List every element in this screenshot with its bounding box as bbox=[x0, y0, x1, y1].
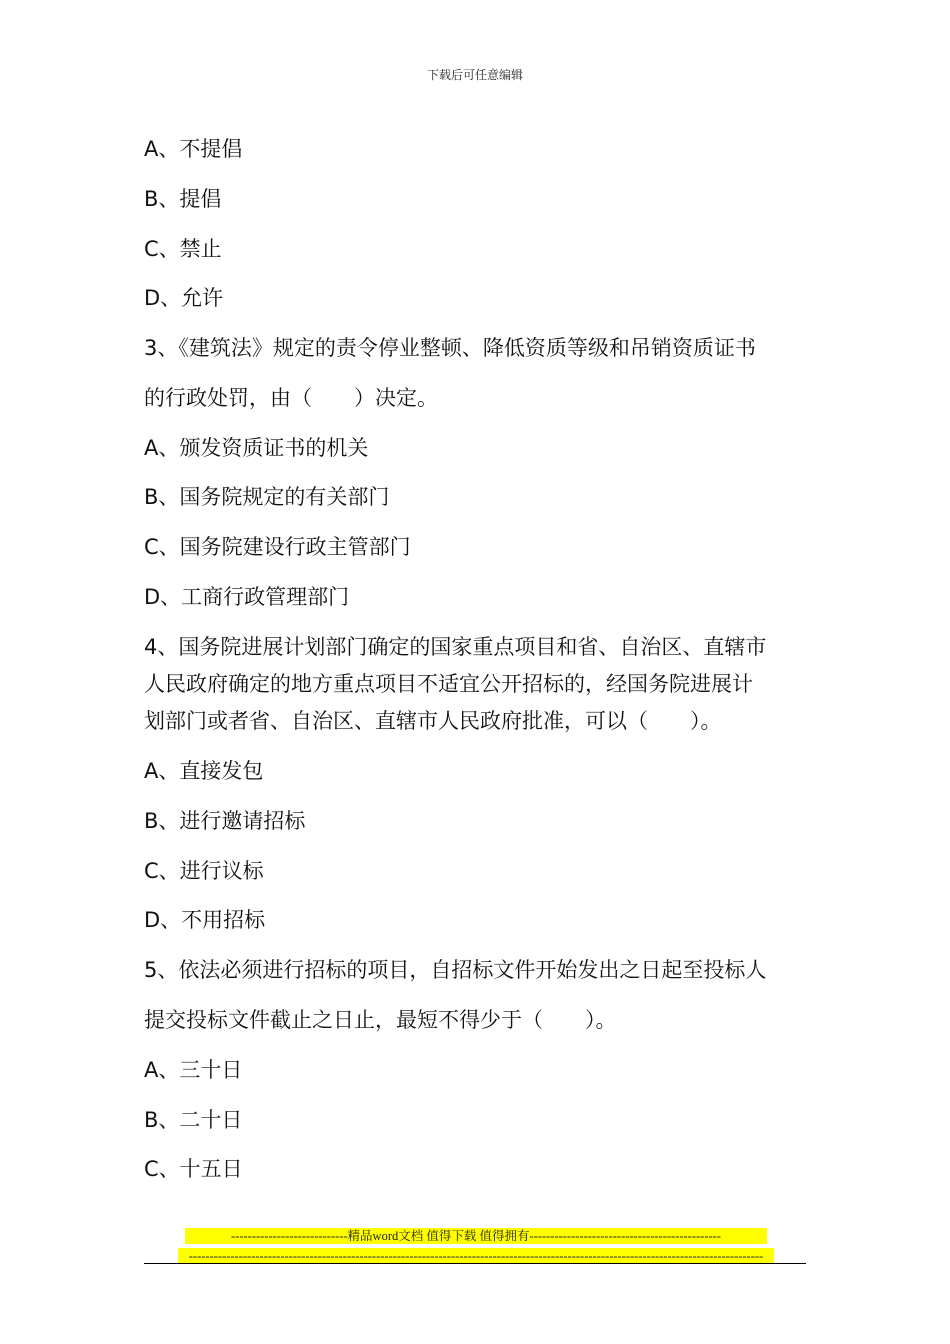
option-b-q4: B、进行邀请招标 bbox=[144, 809, 306, 833]
option-d-q3: D、工商行政管理部门 bbox=[144, 585, 350, 609]
option-a-q2: A、不提倡 bbox=[144, 137, 243, 161]
option-d-q4: D、不用招标 bbox=[144, 908, 266, 932]
option-c-q5: C、十五日 bbox=[144, 1157, 243, 1181]
page-footer bbox=[178, 1228, 774, 1268]
question-3-line-1: 3、《建筑法》规定的责令停业整顿、降低资质等级和吊销资质证书 bbox=[144, 336, 756, 360]
option-a-q3: A、颁发资质证书的机关 bbox=[144, 436, 369, 460]
page-header: 下载后可任意编辑 bbox=[426, 68, 523, 82]
question-3-line-2: 的行政处罚，由（ ）决定。 bbox=[144, 386, 438, 410]
option-a-q4: A、直接发包 bbox=[144, 759, 264, 783]
option-b-q2: B、提倡 bbox=[144, 187, 222, 211]
option-a-q5: A、三十日 bbox=[144, 1058, 243, 1082]
option-b-q3: B、国务院规定的有关部门 bbox=[144, 485, 390, 509]
question-4-line-3: 划部门或者省、自治区、直辖市人民政府批准，可以（ ）。 bbox=[144, 709, 722, 733]
option-c-q2: C、禁止 bbox=[144, 237, 222, 261]
question-4-line-2: 人民政府确定的地方重点项目不适宜公开招标的，经国务院进展计 bbox=[144, 672, 753, 696]
option-c-q3: C、国务院建设行政主管部门 bbox=[144, 535, 411, 559]
option-c-q4: C、进行议标 bbox=[144, 859, 264, 883]
footer-promo-line: ----------------------------精品word文档 值得下载 值得拥有---------------------------------------------- bbox=[185, 1228, 767, 1244]
question-5-line-1: 5、依法必须进行招标的项目，自招标文件开始发出之日起至投标人 bbox=[144, 958, 767, 982]
option-d-q2: D、允许 bbox=[144, 286, 224, 310]
question-4-line-1: 4、国务院进展计划部门确定的国家重点项目和省、自治区、直辖市 bbox=[144, 635, 767, 659]
footer-rule bbox=[144, 1263, 806, 1264]
question-5-line-2: 提交投标文件截止之日止，最短不得少于（ ）。 bbox=[144, 1008, 617, 1032]
option-b-q5: B、二十日 bbox=[144, 1108, 243, 1132]
footer-dash-line: ------------------------------------------------------------------------------------------------------------------------------------------ bbox=[178, 1248, 774, 1264]
